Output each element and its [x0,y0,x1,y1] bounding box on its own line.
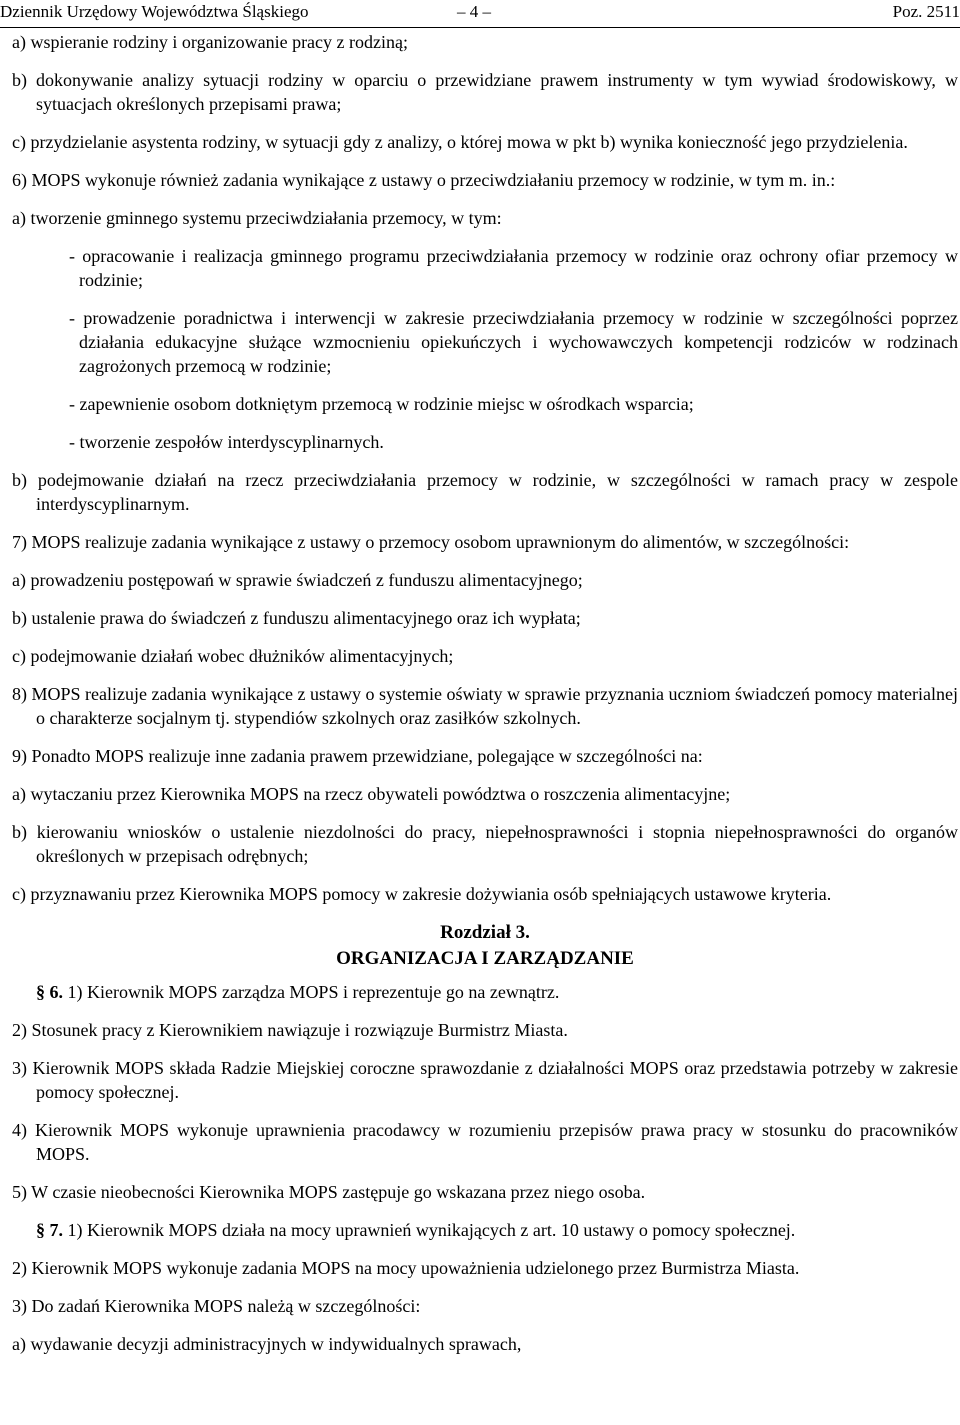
list-item: c) podejmowanie działań wobec dłużników alimentacyjnych; [12,646,454,666]
spacer [12,192,958,206]
spacer [12,868,958,882]
spacer [12,516,958,530]
spacer [12,906,958,920]
page-header [0,0,960,28]
spacer [12,454,958,468]
list-item: c) przydzielanie asystenta rodziny, w sytuacji gdy z analizy, o której mowa w pkt b) wynika konieczność jego przydzielenia. [12,132,908,152]
chapter-number: Rozdział 3. [440,922,530,943]
list-item: - opracowanie i realizacja gminnego programu przeciwdziałania przemocy w rodzinie oraz ochrony ofiar przemocy w rodzinie; [69,246,958,290]
list-item: c) przyznawaniu przez Kierownika MOPS pomocy w zakresie dożywiania osób spełniających ustawowe kryteria. [12,884,832,904]
position-number: Poz. 2511 [892,2,960,21]
paragraph-6-items [12,1004,958,1204]
document-body [12,30,958,1356]
spacer [12,230,958,244]
spacer [12,1204,958,1218]
spacer [12,292,958,306]
list-item: b) ustalenie prawa do świadczeń z funduszu alimentacyjnego oraz ich wypłata; [12,608,581,628]
spacer [12,592,958,606]
list-item: - zapewnienie osobom dotkniętym przemocą w rodzinie miejsc w ośrodkach wsparcia; [69,394,694,414]
list-item: b) dokonywanie analizy sytuacji rodziny w oparciu o przewidziane prawem instrumenty w tym wywiad środowiskowy, w sytuacjach określonych przepisami prawa; [12,70,958,114]
spacer [12,1004,958,1018]
paragraph-mark: § 7. [36,1220,63,1240]
list-item: 3) Kierownik MOPS składa Radzie Miejskiej coroczne sprawozdanie z działalności MOPS oraz przedstawia potrzeby w zakresie pomocy społecznej. [12,1058,958,1102]
chapter-title: ORGANIZACJA I ZARZĄDZANIE [336,948,634,969]
spacer [12,668,958,682]
journal-title: Dziennik Urzędowy Województwa Śląskiego [0,2,309,21]
list-item: b) podejmowanie działań na rzecz przeciwdziałania przemocy w rodzinie, w szczególności w ramach pracy w zespole interdyscyplinarnym. [12,470,958,514]
spacer [12,972,958,980]
paragraph-mark: § 6. [36,982,63,1002]
spacer [12,154,958,168]
item-list [12,30,958,906]
list-item: 4) Kierownik MOPS wykonuje uprawnienia pracodawcy w rozumieniu przepisów prawa pracy w stosunku do pracowników MOPS. [12,1120,958,1164]
paragraph-7-first [12,1218,958,1242]
spacer [12,630,958,644]
spacer [12,1242,958,1256]
list-item: 9) Ponadto MOPS realizuje inne zadania prawem przewidziane, polegające w szczególności na: [12,746,703,766]
list-item: - tworzenie zespołów interdyscyplinarnych. [69,432,384,452]
paragraph-6-first [12,980,958,1004]
list-item: a) wydawanie decyzji administracyjnych w indywidualnych sprawach, [12,1334,522,1354]
spacer [12,1166,958,1180]
list-item: 6) MOPS wykonuje również zadania wynikające z ustawy o przeciwdziałaniu przemocy w rodzinie, w tym m. in.: [12,170,836,190]
paragraph-text: 1) Kierownik MOPS działa na mocy uprawnień wynikających z art. 10 ustawy o pomocy społecznej. [63,1220,796,1240]
list-item: a) wytaczaniu przez Kierownika MOPS na rzecz obywateli powództwa o roszczenia alimentacyjne; [12,784,731,804]
list-item: 3) Do zadań Kierownika MOPS należą w szczególności: [12,1296,421,1316]
list-item: 5) W czasie nieobecności Kierownika MOPS zastępuje go wskazana przez niego osoba. [12,1182,646,1202]
list-item: 2) Kierownik MOPS wykonuje zadania MOPS na mocy upoważnienia udzielonego przez Burmistrza Miasta. [12,1258,800,1278]
spacer [12,1318,958,1332]
spacer [12,1280,958,1294]
paragraph-text: 1) Kierownik MOPS zarządza MOPS i reprezentuje go na zewnątrz. [63,982,560,1002]
spacer [12,54,958,68]
spacer [12,378,958,392]
spacer [12,554,958,568]
list-item: - prowadzenie poradnictwa i interwencji w zakresie przeciwdziałania przemocy w rodzinie w szczególności poprzez działania edukacyjne służące wzmocnieniu opiekuńczych i wychowawczych kompetencji rodziców w rodzinach zagrożonych przemocą w rodzinie; [69,308,958,376]
list-item: b) kierowaniu wniosków o ustalenie niezdolności do pracy, niepełnosprawności i stopnia niepełnosprawności do organów określonych w przepisach odrębnych; [12,822,958,866]
spacer [12,416,958,430]
spacer [12,116,958,130]
spacer [12,1104,958,1118]
list-item: a) prowadzeniu postępowań w sprawie świadczeń z funduszu alimentacyjnego; [12,570,583,590]
page-number: – 4 – [457,2,491,21]
list-item: a) wspieranie rodziny i organizowanie pracy z rodziną; [12,32,408,52]
list-item: 8) MOPS realizuje zadania wynikające z ustawy o systemie oświaty w sprawie przyznania uczniom świadczeń pomocy materialnej o charakterze socjalnym tj. stypendiów szkolnych oraz zasiłków szkolnych. [12,684,958,728]
spacer [12,768,958,782]
list-item: 7) MOPS realizuje zadania wynikające z ustawy o przemocy osobom uprawnionym do alimentów, w szczególności: [12,532,850,552]
spacer [12,730,958,744]
list-item: a) tworzenie gminnego systemu przeciwdziałania przemocy, w tym: [12,208,502,228]
list-item: 2) Stosunek pracy z Kierownikiem nawiązuje i rozwiązuje Burmistrz Miasta. [12,1020,568,1040]
spacer [12,806,958,820]
paragraph-7-items [12,1242,958,1356]
spacer [12,1042,958,1056]
